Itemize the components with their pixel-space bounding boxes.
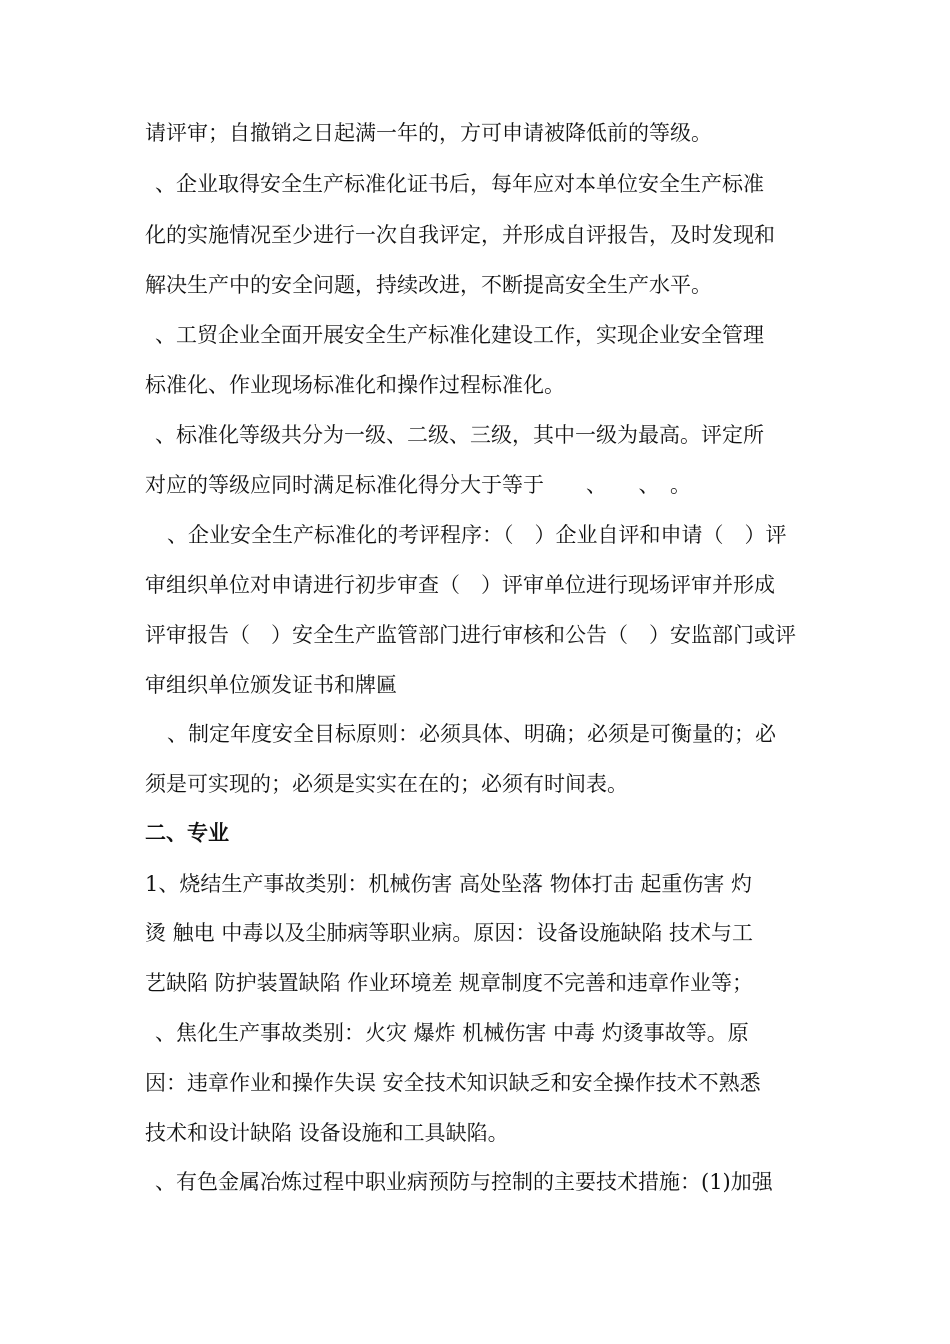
- text-line: 技术和设计缺陷 设备设施和工具缺陷。: [145, 1121, 509, 1145]
- text-line: 、工贸企业全面开展安全生产标准化建设工作，实现企业安全管理: [155, 323, 764, 347]
- text-line: 审组织单位颁发证书和牌匾: [145, 673, 397, 697]
- text-line: 、标准化等级共分为一级、二级、三级，其中一级为最高。评定所: [155, 423, 764, 447]
- text-line: 、企业取得安全生产标准化证书后，每年应对本单位安全生产标准: [155, 172, 764, 196]
- text-line: 评审报告（ ）安全生产监管部门进行审核和公告（ ）安监部门或评: [145, 623, 796, 647]
- text-line: 审组织单位对申请进行初步审查（ ）评审单位进行现场评审并形成: [145, 573, 775, 597]
- section-heading: 二、专业: [145, 821, 229, 845]
- text-line: 解决生产中的安全问题，持续改进，不断提高安全生产水平。: [145, 273, 712, 297]
- text-line: 1、烧结生产事故类别：机械伤害 高处坠落 物体打击 起重伤害 灼: [145, 872, 753, 896]
- text-line: 请评审；自撤销之日起满一年的，方可申请被降低前的等级。: [145, 121, 712, 145]
- text-line: 、焦化生产事故类别：火灾 爆炸 机械伤害 中毒 灼烫事故等。原: [155, 1021, 749, 1045]
- text-line: 、有色金属冶炼过程中职业病预防与控制的主要技术措施：(1)加强: [155, 1170, 773, 1194]
- text-line: 烫 触电 中毒以及尘肺病等职业病。原因：设备设施缺陷 技术与工: [145, 921, 754, 945]
- text-line: 标准化、作业现场标准化和操作过程标准化。: [145, 373, 565, 397]
- text-line: 须是可实现的；必须是实实在在的；必须有时间表。: [145, 772, 628, 796]
- text-line: 化的实施情况至少进行一次自我评定，并形成自评报告，及时发现和: [145, 223, 775, 247]
- text-line: 、制定年度安全目标原则：必须具体、明确；必须是可衡量的；必: [167, 722, 776, 746]
- text-line: 、企业安全生产标准化的考评程序：（ ）企业自评和申请（ ）评: [167, 523, 787, 547]
- text-line: 对应的等级应同时满足标准化得分大于等于 、 、 。: [145, 473, 691, 497]
- text-line: 艺缺陷 防护装置缺陷 作业环境差 规章制度不完善和违章作业等；: [145, 971, 754, 995]
- text-line: 因：违章作业和操作失误 安全技术知识缺乏和安全操作技术不熟悉: [145, 1071, 761, 1095]
